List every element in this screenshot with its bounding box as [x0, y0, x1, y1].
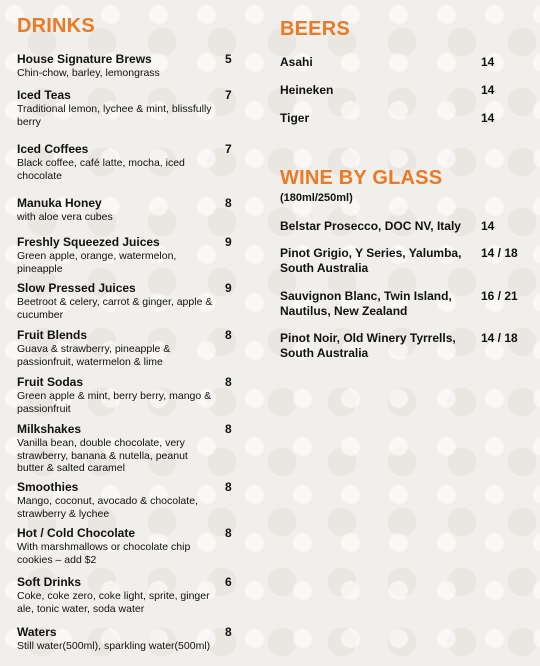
item-description: Green apple & mint, berry berry, mango & passionfruit [17, 390, 212, 415]
item-price: 14 [481, 55, 495, 69]
item-price: 8 [225, 196, 232, 210]
item-description: Vanilla bean, double chocolate, very strawberry, banana & nutella, peanut butter & salted caramel [17, 437, 188, 474]
menu-item [17, 422, 237, 475]
menu-item [17, 375, 237, 415]
item-description: Black coffee, café latte, mocha, iced chocolate [17, 157, 185, 182]
item-name: Waters [17, 625, 57, 639]
item-name: Slow Pressed Juices [17, 281, 136, 295]
item-price: 6 [225, 575, 232, 589]
wine-item [280, 219, 525, 234]
item-name: Fruit Blends [17, 328, 88, 342]
item-description: Still water(500ml), sparkling water(500ml) [17, 640, 211, 652]
item-price: 8 [225, 625, 232, 639]
item-price: 14 / 18 [481, 331, 518, 345]
item-name: Pinot Grigio, Y Series, Yalumba, South Australia [280, 246, 462, 275]
item-price: 14 / 18 [481, 246, 518, 260]
item-description: Guava & strawberry, pineapple & passionfruit, watermelon & lime [17, 343, 171, 368]
item-description: Mango, coconut, avocado & chocolate, strawberry & lychee [17, 495, 198, 520]
item-price: 7 [225, 88, 232, 102]
wine-item [280, 331, 525, 361]
item-description: with aloe vera cubes [17, 211, 113, 223]
item-price: 5 [225, 52, 232, 66]
item-name: Tiger [280, 111, 310, 125]
wine-item [280, 289, 525, 319]
item-description: Traditional lemon, lychee & mint, blissfully berry [17, 103, 212, 128]
item-price: 8 [225, 328, 232, 342]
item-name: Heineken [280, 83, 334, 97]
wine-heading: WINE BY GLASS [280, 167, 443, 189]
beers-heading: BEERS [280, 18, 350, 40]
item-price: 8 [225, 526, 232, 540]
item-name: Asahi [280, 55, 313, 69]
item-name: Soft Drinks [17, 575, 82, 589]
item-name: Hot / Cold Chocolate [17, 526, 135, 540]
menu-item [17, 328, 237, 368]
item-price: 14 [481, 111, 495, 125]
item-name: Iced Teas [17, 88, 71, 102]
menu-item [17, 142, 237, 182]
menu-item [17, 88, 237, 128]
item-price: 8 [225, 375, 232, 389]
beer-item [280, 55, 525, 70]
menu-item [17, 235, 237, 275]
item-description: With marshmallows or chocolate chip cookies – add $2 [17, 541, 191, 566]
menu-item [17, 575, 237, 615]
menu-item [17, 196, 237, 224]
item-name: Milkshakes [17, 422, 82, 436]
item-price: 8 [225, 480, 232, 494]
drinks-heading: DRINKS [17, 15, 95, 37]
menu-item [17, 526, 237, 566]
item-name: Belstar Prosecco, DOC NV, Italy [280, 219, 461, 233]
item-price: 8 [225, 422, 232, 436]
item-name: House Signature Brews [17, 52, 152, 66]
item-description: Coke, coke zero, coke light, sprite, ginger ale, tonic water, soda water [17, 590, 210, 615]
item-name: Freshly Squeezed Juices [17, 235, 160, 249]
item-description: Green apple, orange, watermelon, pineapple [17, 250, 177, 275]
item-name: Smoothies [17, 480, 79, 494]
wine-item [280, 246, 525, 276]
item-price: 9 [225, 281, 232, 295]
item-name: Pinot Noir, Old Winery Tyrrells, South Australia [280, 331, 456, 360]
beer-item [280, 111, 525, 126]
item-name: Fruit Sodas [17, 375, 84, 389]
item-price: 9 [225, 235, 232, 249]
beer-item [280, 83, 525, 98]
item-name: Iced Coffees [17, 142, 89, 156]
item-price: 16 / 21 [481, 289, 518, 303]
item-name: Manuka Honey [17, 196, 102, 210]
item-price: 7 [225, 142, 232, 156]
item-description: Chin-chow, barley, lemongrass [17, 67, 160, 79]
menu-item [17, 52, 237, 80]
menu-item [17, 480, 237, 520]
menu-item [17, 625, 237, 653]
item-description: Beetroot & celery, carrot & ginger, apple & cucumber [17, 296, 213, 321]
menu-item [17, 281, 237, 321]
item-price: 14 [481, 219, 495, 233]
item-name: Sauvignon Blanc, Twin Island, Nautilus, New Zealand [280, 289, 452, 318]
item-price: 14 [481, 83, 495, 97]
wine-subtitle: (180ml/250ml) [280, 192, 353, 204]
